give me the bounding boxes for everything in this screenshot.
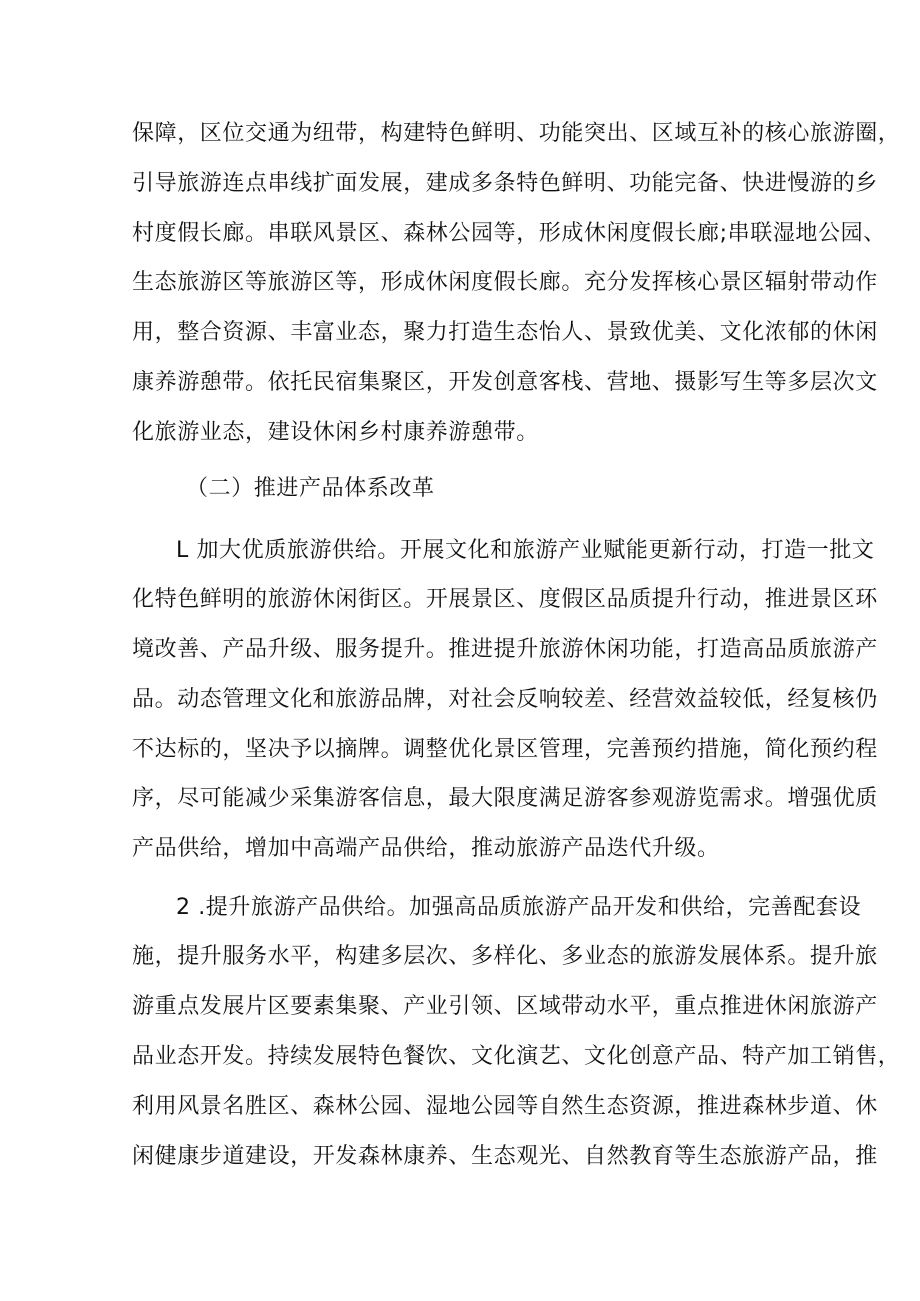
paragraph-2-line-7: 产品供给，增加中高端产品供给，推动旅游产品迭代升级。 [132, 836, 720, 861]
paragraph-1-line-3: 村度假长廊。串联风景区、森林公园等，形成休闲度假长廊;串联湿地公园、 [132, 221, 886, 246]
paragraph-1-line-2: 引导旅游连点串线扩面发展，建成多条特色鲜明、功能完备、快进慢游的乡 [132, 171, 878, 196]
paragraph-2-line-5: 不达标的，坚决予以摘牌。调整优化景区管理，完善预约措施，简化预约程 [132, 737, 878, 762]
paragraph-3-line-1: 2 .提升旅游产品供给。加强高品质旅游产品开发和供给，完善配套设 [176, 895, 862, 920]
section-heading: （二）推进产品体系改革 [186, 476, 435, 501]
paragraph-1-line-5: 用，整合资源、丰富业态，聚力打造生态怡人、景致优美、文化浓郁的休闲 [132, 320, 878, 345]
paragraph-2-line-2: 化特色鲜明的旅游休闲街区。开展景区、度假区品质提升行动，推进景区环 [132, 587, 878, 612]
paragraph-2-line-3: 境改善、产品升级、服务提升。推进提升旅游休闲功能，打造高品质旅游产 [132, 637, 878, 662]
paragraph-3-line-6: 闲健康步道建设，开发森林康养、生态观光、自然教育等生态旅游产品，推 [132, 1144, 878, 1169]
paragraph-2-line-6: 序，尽可能减少采集游客信息，最大限度满足游客参观游览需求。增强优质 [132, 786, 878, 811]
paragraph-3-line-3: 游重点发展片区要素集聚、产业引领、区域带动水平，重点推进休闲旅游产 [132, 994, 878, 1019]
paragraph-2-line-4: 品。动态管理文化和旅游品牌，对社会反响较差、经营效益较低，经复核仍 [132, 687, 878, 712]
paragraph-2-line-1: L 加大优质旅游供给。开展文化和旅游产业赋能更新行动，打造一批文 [176, 538, 875, 563]
paragraph-3-line-5: 利用风景名胜区、森林公园、湿地公园等自然生态资源，推进森林步道、休 [132, 1094, 878, 1119]
paragraph-1-line-6: 康养游憩带。依托民宿集聚区，开发创意客栈、营地、摄影写生等多层次文 [132, 370, 878, 395]
paragraph-1-line-4: 生态旅游区等旅游区等，形成休闲度假长廊。充分发挥核心景区辐射带动作 [132, 270, 878, 295]
paragraph-3-line-2: 施，提升服务水平，构建多层次、多样化、多业态的旅游发展体系。提升旅 [132, 944, 878, 969]
paragraph-1-line-1: 保障，区位交通为纽带，构建特色鲜明、功能突出、区域互补的核心旅游圈， [132, 121, 901, 146]
paragraph-1-line-7: 化旅游业态，建设休闲乡村康养游憩带。 [132, 420, 539, 445]
paragraph-3-line-4: 品业态开发。持续发展特色餐饮、文化演艺、文化创意产品、特产加工销售， [132, 1044, 901, 1069]
